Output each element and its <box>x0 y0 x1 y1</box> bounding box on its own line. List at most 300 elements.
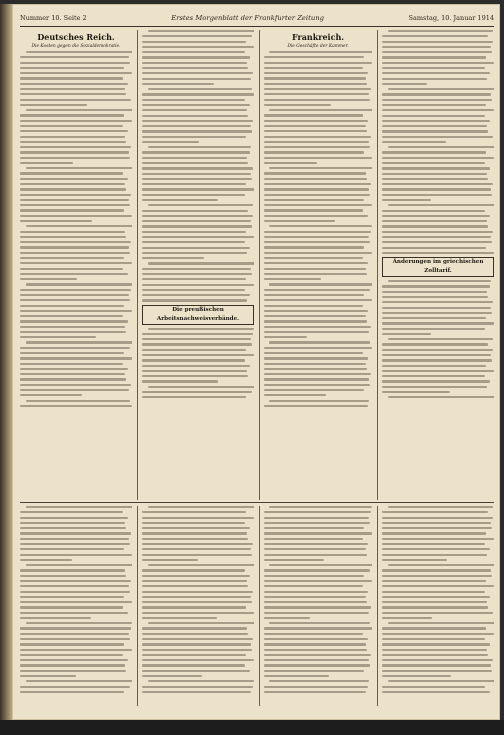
text-line <box>382 220 487 222</box>
text-line <box>264 591 368 593</box>
text-line <box>142 548 251 550</box>
text-line <box>382 359 492 361</box>
text-line <box>142 365 250 367</box>
text-line <box>20 352 124 354</box>
text-line <box>382 41 493 43</box>
article-text <box>142 328 254 399</box>
text-line <box>264 384 370 386</box>
text-line <box>382 241 492 243</box>
text-line <box>382 522 491 524</box>
text-line <box>269 51 372 53</box>
text-line <box>382 130 488 132</box>
text-line <box>388 622 494 624</box>
text-line <box>382 167 490 169</box>
text-line <box>269 225 372 227</box>
text-line <box>142 157 247 159</box>
text-line <box>26 400 130 402</box>
text-line <box>382 691 490 693</box>
text-line <box>382 354 491 356</box>
text-line <box>142 527 250 529</box>
section-heading-frankreich: Frankreich. <box>291 32 345 42</box>
text-line <box>382 194 492 196</box>
text-line <box>264 231 371 233</box>
article-subheading: Die Geschäfte der Kammer. <box>287 44 349 49</box>
text-line <box>264 252 372 254</box>
article-subheading: Die Kosten gegen die Sozialdemokratie. <box>31 44 121 49</box>
text-line <box>20 643 124 645</box>
text-line <box>142 617 217 619</box>
text-line <box>20 88 125 90</box>
text-line <box>264 114 363 116</box>
text-line <box>264 532 372 534</box>
text-line <box>20 580 131 582</box>
text-line <box>382 596 490 598</box>
text-line <box>142 141 199 143</box>
text-line <box>142 199 218 201</box>
text-line <box>382 307 491 309</box>
text-line <box>142 343 252 345</box>
text-line <box>20 146 131 148</box>
text-line <box>264 141 369 143</box>
text-line <box>20 72 132 74</box>
text-line <box>264 294 364 296</box>
text-line <box>264 305 363 307</box>
text-line <box>264 299 372 301</box>
text-line <box>382 51 492 53</box>
text-line <box>142 247 250 249</box>
text-line <box>142 178 252 180</box>
text-line <box>142 585 248 587</box>
text-line <box>264 262 368 264</box>
text-line <box>26 564 132 566</box>
text-line <box>20 125 123 127</box>
text-line <box>264 601 367 603</box>
text-line <box>20 373 125 375</box>
text-line <box>20 257 124 259</box>
column-rule <box>137 30 138 500</box>
text-line <box>382 538 494 540</box>
text-line <box>20 315 123 317</box>
text-line <box>269 400 368 402</box>
text-line <box>142 338 251 340</box>
text-line <box>148 88 252 90</box>
feuilleton-rule <box>20 502 494 503</box>
text-line <box>264 130 367 132</box>
text-line <box>142 643 251 645</box>
text-line <box>26 622 132 624</box>
text-line <box>20 215 132 217</box>
text-line <box>148 204 253 206</box>
text-line <box>142 99 245 101</box>
text-line <box>142 543 253 545</box>
text-line <box>264 596 366 598</box>
text-line <box>142 136 246 138</box>
text-line <box>20 93 126 95</box>
text-line <box>388 146 494 148</box>
text-line <box>382 649 487 651</box>
text-line <box>264 617 310 619</box>
text-line <box>382 391 450 393</box>
text-line <box>264 268 366 270</box>
text-line <box>382 72 490 74</box>
text-line <box>382 638 485 640</box>
text-line <box>382 46 491 48</box>
text-line <box>264 569 370 571</box>
text-line <box>20 204 130 206</box>
text-line <box>382 104 486 106</box>
feuilleton-text <box>20 506 132 693</box>
text-line <box>264 511 371 513</box>
text-line <box>382 575 492 577</box>
text-line <box>382 664 491 666</box>
feuilleton-text <box>382 506 494 693</box>
text-line <box>142 686 253 688</box>
text-line <box>20 664 125 666</box>
text-line <box>264 194 370 196</box>
text-line <box>264 394 326 396</box>
text-line <box>382 78 487 80</box>
text-line <box>269 167 372 169</box>
text-line <box>382 585 494 587</box>
text-line <box>26 225 132 227</box>
text-line <box>264 236 369 238</box>
text-line <box>20 559 72 561</box>
feuilleton-column-4 <box>382 506 494 706</box>
text-line <box>382 333 431 335</box>
article-text <box>20 51 132 407</box>
text-line <box>264 649 367 651</box>
text-line <box>264 183 371 185</box>
text-line <box>20 199 129 201</box>
text-line <box>264 664 370 666</box>
text-line <box>148 680 254 682</box>
text-line <box>142 538 248 540</box>
text-line <box>20 554 132 556</box>
text-line <box>382 162 485 164</box>
text-line <box>20 601 132 603</box>
text-line <box>142 125 251 127</box>
text-line <box>142 115 248 117</box>
text-line <box>382 56 486 58</box>
text-line <box>20 62 130 64</box>
text-line <box>382 627 486 629</box>
text-line <box>20 83 128 85</box>
text-line <box>382 601 487 603</box>
text-line <box>388 88 494 90</box>
text-line <box>20 104 87 106</box>
text-line <box>264 554 367 556</box>
text-line <box>264 378 369 380</box>
text-line <box>142 210 248 212</box>
text-line <box>264 612 369 614</box>
text-line <box>264 368 367 370</box>
text-line <box>20 273 128 275</box>
text-line <box>382 511 488 513</box>
text-line <box>20 363 123 365</box>
text-line <box>142 46 254 48</box>
text-line <box>20 246 129 248</box>
text-line <box>264 548 366 550</box>
text-line <box>142 591 253 593</box>
text-line <box>142 194 245 196</box>
text-line <box>148 386 254 388</box>
text-line <box>382 349 493 351</box>
text-line <box>382 225 488 227</box>
text-line <box>264 62 372 64</box>
text-line <box>20 331 126 333</box>
text-line <box>264 686 368 688</box>
text-line <box>142 35 252 37</box>
text-line <box>382 365 486 367</box>
feuilleton-column-1 <box>20 506 132 706</box>
text-line <box>148 564 254 566</box>
text-line <box>264 178 367 180</box>
text-line <box>382 606 488 608</box>
text-line <box>382 178 488 180</box>
text-line <box>20 305 124 307</box>
text-line <box>382 633 494 635</box>
text-line <box>264 241 370 243</box>
feuilleton-text <box>142 506 254 693</box>
text-line <box>264 209 363 211</box>
text-line <box>382 380 490 382</box>
text-line <box>269 622 369 624</box>
text-line <box>20 326 125 328</box>
text-line <box>20 532 131 534</box>
text-line <box>264 146 370 148</box>
text-line <box>382 120 490 122</box>
text-line <box>20 289 131 291</box>
text-line <box>26 506 132 508</box>
text-line <box>264 273 367 275</box>
text-line <box>142 601 252 603</box>
text-line <box>142 236 254 238</box>
feuilleton-column-2 <box>142 506 254 706</box>
text-line <box>264 215 368 217</box>
text-line <box>264 67 363 69</box>
text-line <box>20 378 126 380</box>
text-line <box>20 527 126 529</box>
text-line <box>142 670 250 672</box>
text-line <box>264 363 366 365</box>
text-line <box>142 257 204 259</box>
text-line <box>20 178 128 180</box>
text-line <box>20 220 92 222</box>
text-line <box>382 312 492 314</box>
text-line <box>20 649 132 651</box>
text-line <box>382 109 494 111</box>
page-edge <box>0 720 504 735</box>
text-line <box>264 246 364 248</box>
text-line <box>142 278 246 280</box>
text-line <box>269 506 372 508</box>
text-line <box>264 257 363 259</box>
text-line <box>20 612 128 614</box>
text-line <box>20 585 129 587</box>
text-line <box>382 527 492 529</box>
text-line <box>382 591 485 593</box>
text-line <box>382 67 485 69</box>
text-line <box>20 596 124 598</box>
text-line <box>264 88 371 90</box>
text-line <box>142 268 251 270</box>
text-line <box>264 643 366 645</box>
text-line <box>264 162 317 164</box>
text-line <box>26 109 132 111</box>
text-line <box>382 322 494 324</box>
text-line <box>264 172 366 174</box>
text-line <box>148 506 254 508</box>
text-line <box>20 511 123 513</box>
text-line <box>264 517 369 519</box>
text-line <box>142 130 252 132</box>
text-line <box>20 670 126 672</box>
text-line <box>20 517 128 519</box>
text-line <box>142 354 254 356</box>
article-box-heading: Änderungen im griechischen Zolltarif. <box>382 257 494 277</box>
text-line <box>142 606 246 608</box>
text-line <box>20 172 123 174</box>
text-line <box>142 612 254 614</box>
text-line <box>142 215 253 217</box>
text-line <box>264 670 364 672</box>
text-line <box>264 310 368 312</box>
text-line <box>20 236 126 238</box>
text-line <box>20 231 125 233</box>
text-line <box>382 141 446 143</box>
text-line <box>382 115 485 117</box>
text-line <box>388 564 494 566</box>
column-rule <box>259 506 260 706</box>
text-line <box>264 93 369 95</box>
text-line <box>20 638 130 640</box>
feuilleton-column-3 <box>264 506 372 706</box>
text-line <box>142 162 248 164</box>
text-line <box>20 209 124 211</box>
text-line <box>142 56 250 58</box>
text-line <box>382 62 494 64</box>
text-line <box>20 675 76 677</box>
text-line <box>388 338 493 340</box>
text-line <box>269 341 369 343</box>
text-line <box>142 596 251 598</box>
text-line <box>20 543 130 545</box>
text-line <box>20 548 124 550</box>
text-line <box>382 136 493 138</box>
text-line <box>142 333 253 335</box>
text-line <box>388 396 494 398</box>
text-line <box>382 188 491 190</box>
article-text <box>264 51 372 407</box>
text-line <box>382 580 486 582</box>
text-line <box>20 633 129 635</box>
text-line <box>20 294 129 296</box>
text-line <box>264 188 369 190</box>
text-line <box>264 120 368 122</box>
text-line <box>264 72 368 74</box>
text-line <box>264 151 364 153</box>
text-line <box>20 99 131 101</box>
text-line <box>382 375 485 377</box>
text-line <box>264 157 372 159</box>
text-line <box>264 627 372 629</box>
text-line <box>382 301 493 303</box>
text-line <box>264 326 371 328</box>
text-line <box>20 130 128 132</box>
text-line <box>264 659 369 661</box>
text-line <box>142 638 253 640</box>
text-line <box>264 278 321 280</box>
text-line <box>382 236 491 238</box>
text-line <box>269 564 372 566</box>
text-line <box>264 638 368 640</box>
newspaper-title: Erstes Morgenblatt der Frankfurter Zeitung <box>171 14 324 22</box>
text-line <box>264 336 307 338</box>
text-line <box>382 343 488 345</box>
text-line <box>20 659 128 661</box>
text-line <box>20 320 128 322</box>
text-line <box>20 357 132 359</box>
text-line <box>264 56 364 58</box>
text-line <box>388 680 494 682</box>
text-line <box>20 151 129 153</box>
text-line <box>264 83 367 85</box>
text-line <box>20 183 125 185</box>
text-line <box>20 268 123 270</box>
text-line <box>20 241 131 243</box>
article-box-heading: Die preußischen Arbeitsnachweisverbände. <box>142 305 254 325</box>
text-line <box>142 183 246 185</box>
text-line <box>142 375 248 377</box>
text-line <box>382 231 493 233</box>
text-line <box>20 691 124 693</box>
text-line <box>382 83 427 85</box>
text-line <box>20 278 77 280</box>
section-heading-deutsches-reich: Deutsches Reich. <box>37 32 115 42</box>
text-line <box>20 114 124 116</box>
text-line <box>264 125 366 127</box>
text-line <box>20 194 131 196</box>
text-line <box>264 77 366 79</box>
text-line <box>382 517 493 519</box>
text-line <box>264 352 363 354</box>
text-line <box>382 386 487 388</box>
text-line <box>264 320 367 322</box>
text-line <box>142 93 254 95</box>
text-line <box>148 328 254 330</box>
text-line <box>142 167 253 169</box>
text-line <box>20 77 123 79</box>
text-line <box>264 559 324 561</box>
text-line <box>142 370 247 372</box>
text-line <box>382 659 493 661</box>
text-line <box>382 643 490 645</box>
text-line <box>382 559 447 561</box>
text-line <box>264 199 364 201</box>
text-line <box>142 522 245 524</box>
text-line <box>264 633 363 635</box>
text-line <box>382 210 485 212</box>
text-line <box>142 633 248 635</box>
text-line <box>20 522 125 524</box>
text-line <box>264 136 371 138</box>
text-line <box>264 315 366 317</box>
text-line <box>142 109 247 111</box>
text-line <box>264 347 372 349</box>
text-line <box>382 675 451 677</box>
text-line <box>382 554 487 556</box>
text-line <box>142 151 250 153</box>
